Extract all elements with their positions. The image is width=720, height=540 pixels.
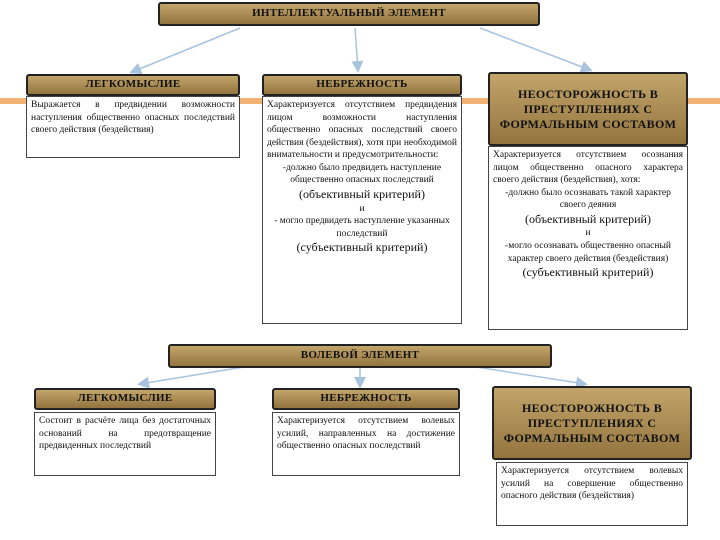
arrow-vol-right xyxy=(470,366,585,384)
intel-legkomyslie-box xyxy=(26,96,240,158)
intel-nebrezhnost-text3: - могло предвидеть наступление указанных последствий xyxy=(274,216,450,239)
intel-legkomyslie-header: ЛЕГКОМЫСЛИЕ xyxy=(26,74,240,96)
intel-nebrezhnost-objective: (объективный критерий) xyxy=(299,186,425,201)
arrow-intel-right xyxy=(480,28,590,70)
intel-neostorozhnost-text3: -могло осознавать общественно опасный характер своего действия (бездействия) xyxy=(505,241,671,264)
vol-nebrezhnost-text: Характеризуется отсутствием волевых усилий, направленных на достижение общественно опасных последствий xyxy=(277,416,455,452)
vol-neostorozhnost-box xyxy=(496,462,688,526)
vol-nebrezhnost-box xyxy=(272,412,460,476)
vol-neostorozhnost-header: НЕОСТОРОЖНОСТЬ В ПРЕСТУПЛЕНИЯХ С ФОРМАЛЬНЫМ СОСТАВОМ xyxy=(492,386,692,460)
intel-nebrezhnost-text2: -должно было предвидеть наступление общественно опасных последствий xyxy=(282,162,442,186)
intel-neostorozhnost-box xyxy=(488,146,688,330)
intel-neostorozhnost-text1: Характеризуется отсутствием осознания лицом общественно опасного характера своего действия (бездействия), хотя: xyxy=(493,150,683,186)
vol-nebrezhnost-header: НЕБРЕЖНОСТЬ xyxy=(272,388,460,410)
intel-neostorozhnost-and: и xyxy=(585,228,591,239)
vol-legkomyslie-header: ЛЕГКОМЫСЛИЕ xyxy=(34,388,216,410)
intellectual-element-header: ИНТЕЛЛЕКТУАЛЬНЫЙ ЭЛЕМЕНТ xyxy=(158,2,540,26)
intel-nebrezhnost-header: НЕБРЕЖНОСТЬ xyxy=(262,74,462,96)
arrow-intel-center xyxy=(355,28,358,70)
intel-nebrezhnost-and: и xyxy=(359,203,365,214)
vol-legkomyslie-box xyxy=(34,412,216,476)
arrow-vol-left xyxy=(140,366,250,384)
intel-neostorozhnost-objective: (объективный критерий) xyxy=(525,211,651,226)
intel-neostorozhnost-subjective: (субъективный критерий) xyxy=(522,265,654,280)
intel-legkomyslie-text: Выражается в предвидении возможности наступления общественно опасных последствий своего действия (бездействия) xyxy=(31,100,235,136)
volitional-element-header: ВОЛЕВОЙ ЭЛЕМЕНТ xyxy=(168,344,552,368)
intel-nebrezhnost-text1: Характеризуется отсутствием предвидения лицом возможности наступления общественно опасных последствий своего действия (бездействия), хотя при необходимой внимательности и предусмотрительности: xyxy=(267,100,457,161)
intel-neostorozhnost-header: НЕОСТОРОЖНОСТЬ В ПРЕСТУПЛЕНИЯХ С ФОРМАЛЬНЫМ СОСТАВОМ xyxy=(488,72,688,146)
vol-legkomyslie-text: Состоит в расчёте лица без достаточных оснований на предотвращение предвиденных последствий xyxy=(39,416,211,452)
vol-neostorozhnost-text: Характеризуется отсутствием волевых усилий на совершение общественно опасного действия (бездействия) xyxy=(501,466,683,502)
intel-nebrezhnost-box xyxy=(262,96,462,324)
arrow-intel-left xyxy=(132,28,240,72)
intel-nebrezhnost-subjective: (субъективный критерий) xyxy=(296,240,428,255)
intel-neostorozhnost-text2: -должно было осознавать такой характер своего деяния xyxy=(505,187,671,211)
